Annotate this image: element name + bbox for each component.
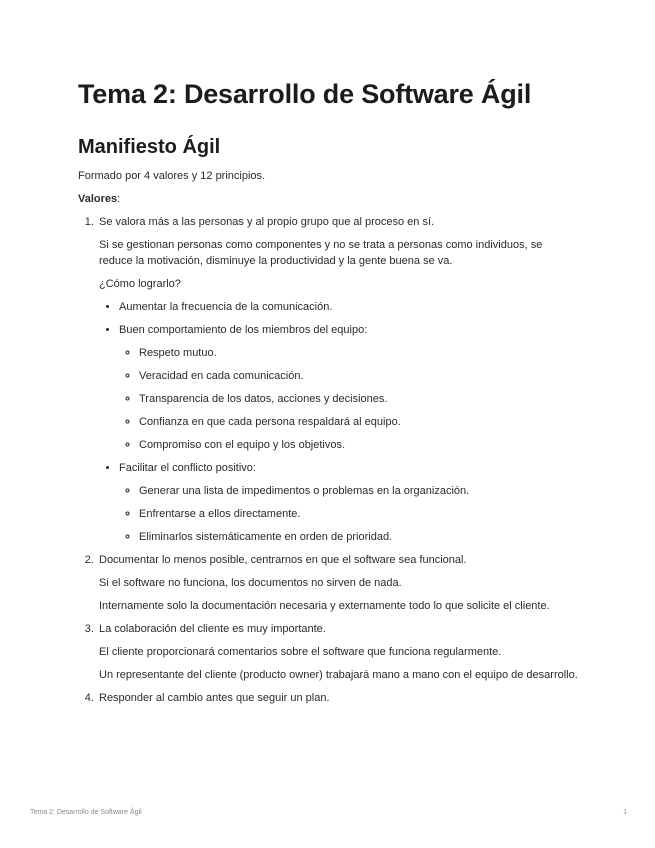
- valores-label: [78, 191, 578, 207]
- page-footer: [30, 809, 627, 816]
- list-item-text: Responder al cambio antes que seguir un plan.: [99, 692, 330, 704]
- bullet-item: [119, 299, 578, 315]
- list-item: [97, 690, 578, 706]
- section-heading: Manifiesto Ágil: [78, 136, 221, 158]
- bullet-list: [99, 299, 578, 545]
- bullet-item: [119, 460, 578, 545]
- list-item-text: La colaboración del cliente es muy importante.: [99, 623, 326, 635]
- sub-bullet-item: ◦ Confianza en que cada persona respaldará al equipo.: [139, 414, 578, 430]
- sub-bullet-list: [119, 483, 578, 545]
- valores-label-text: Valores: [78, 193, 118, 205]
- paragraph: Un representante del cliente (producto owner) trabajará mano a mano con el equipo de desarrollo.: [99, 669, 578, 681]
- sub-bullet-item: ◦ Transparencia de los datos, acciones y decisiones.: [139, 391, 578, 407]
- page-title: Tema 2: Desarrollo de Software Ágil: [78, 79, 532, 109]
- page-number: 1: [623, 809, 627, 816]
- sub-bullet-item: ◦ Generar una lista de impedimentos o problemas en la organización.: [139, 483, 578, 499]
- sub-bullet-item: ◦ Respeto mutuo.: [139, 345, 578, 361]
- sub-bullet-item: ◦ Compromiso con el equipo y los objetivos.: [139, 437, 578, 453]
- list-item: [97, 552, 578, 614]
- sub-bullet-list: [119, 345, 578, 453]
- paragraph: Internamente solo la documentación necesaria y externamente todo lo que solicite el cliente.: [99, 600, 550, 612]
- valores-colon: :: [117, 193, 121, 205]
- list-item-text: Documentar lo menos posible, centrarnos en que el software sea funcional.: [99, 554, 467, 566]
- paragraph: El cliente proporcionará comentarios sobre el software que funciona regularmente.: [99, 646, 502, 658]
- sub-bullet-item: ◦ Enfrentarse a ellos directamente.: [139, 506, 578, 522]
- intro-paragraph: Formado por 4 valores y 12 principios.: [78, 170, 266, 182]
- sub-bullet-item: ◦ Eliminarlos sistemáticamente en orden de prioridad.: [139, 529, 578, 545]
- footer-title: Tema 2: Desarrollo de Software Ágil: [30, 809, 142, 816]
- bullet-item: [119, 322, 578, 453]
- valores-list: [78, 214, 578, 706]
- sub-bullet-item: ◦ Veracidad en cada comunicación.: [139, 368, 578, 384]
- list-item: [97, 214, 578, 545]
- document-page: [78, 74, 578, 713]
- bullet-text: Facilitar el conflicto positivo:: [119, 462, 256, 474]
- bullet-text: Buen comportamiento de los miembros del equipo:: [119, 324, 368, 336]
- list-item: [97, 621, 578, 683]
- paragraph: Si se gestionan personas como componentes y no se trata a personas como individuos, se reduce la motivación, disminuye la productividad y la gente buena se va.: [99, 239, 543, 267]
- paragraph: ¿Cómo lograrlo?: [99, 278, 181, 290]
- paragraph: Si el software no funciona, los documentos no sirven de nada.: [99, 577, 402, 589]
- bullet-text: Aumentar la frecuencia de la comunicación.: [119, 301, 333, 313]
- list-item-text: Se valora más a las personas y al propio grupo que al proceso en sí.: [99, 216, 435, 228]
